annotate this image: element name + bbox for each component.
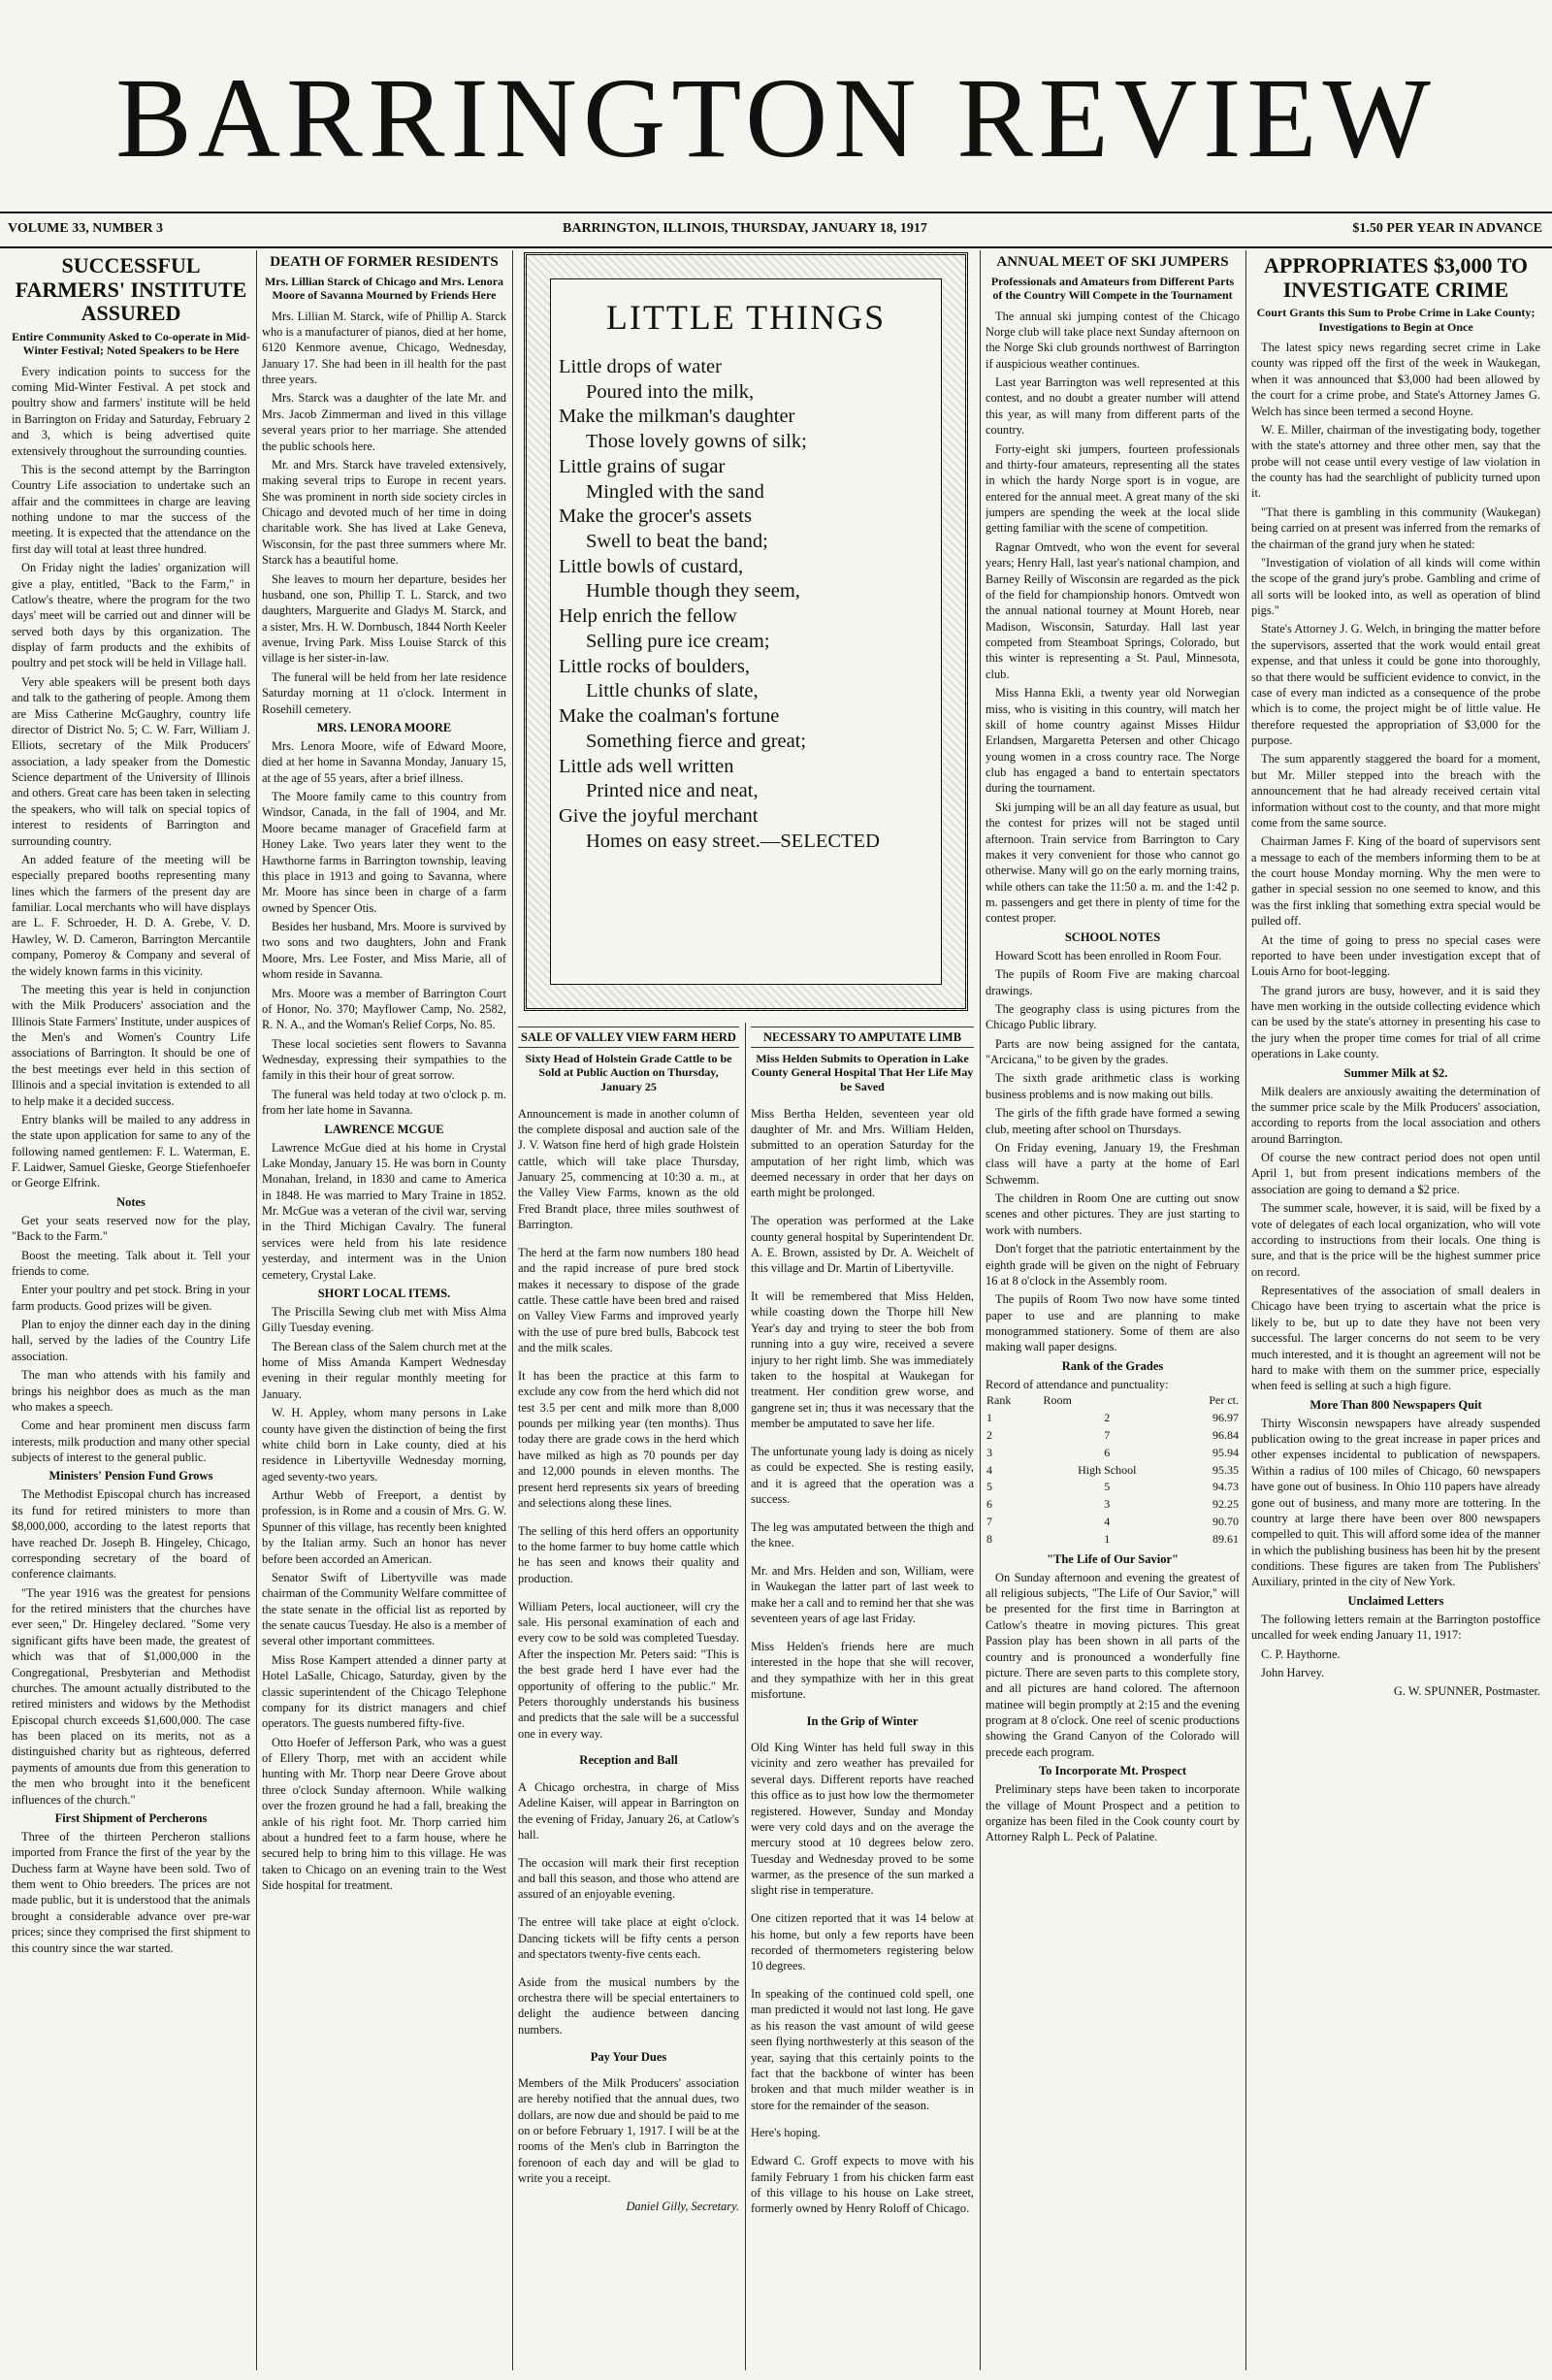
table-row bbox=[986, 1462, 1240, 1480]
paragraph: Milk dealers are anxiously awaiting the determination of the summer price scale by the Milk Producers' association, according to reports from the local association and others around Barrington. bbox=[1251, 1084, 1540, 1146]
dues-heading: Pay Your Dues bbox=[590, 2049, 667, 2064]
paragraph: Mr. and Mrs. Starck have traveled extensively, making several trips to Europe in recent years. She was prominent in north side society circles in Chicago and devoted much of her time in doing charitable work. She has lived at Lake Geneva, Wisconsin, for the past three summers where Mr. Starck has a beautiful home. bbox=[262, 457, 506, 568]
poem-line: Little chunks of slate, bbox=[586, 680, 759, 702]
pension-body bbox=[12, 1486, 250, 1808]
deaths-headline: DEATH OF FORMER RESIDENTS bbox=[270, 254, 499, 270]
rank-cell: 89.61 bbox=[1212, 1531, 1239, 1546]
winter-body bbox=[751, 1740, 974, 2217]
paragraph: The geography class is using pictures from the Chicago Public library. bbox=[986, 1001, 1240, 1032]
paragraph: Mr. and Mrs. Helden and son, William, were in Waukegan the latter part of last week to make her a call and to remind her that she was seventeen years of age last Friday. bbox=[751, 1563, 974, 1626]
ski-body bbox=[986, 309, 1240, 927]
farm-herd-headline: SALE OF VALLEY VIEW FARM HERD bbox=[518, 1027, 739, 1048]
paragraph: The Priscilla Sewing club met with Miss Alma Gilly Tuesday evening. bbox=[262, 1304, 506, 1335]
paragraph: Otto Hoefer of Jefferson Park, who was a guest of Ellery Thorp, met with an accident while hunting with Mr. Thorp near Deere Grove about three o'clock Sunday afternoon. While walking over the frozen ground he had a fall, breaking the ankle of his right foot. Mr. Thorp carried him about a hundred feet to a farm house, where he secured help to bring him to this village. He was taken to Chicago on an evening train to the West Side hospital for treatment. bbox=[262, 1735, 506, 1893]
rank-cell: 5 bbox=[986, 1480, 992, 1494]
poem-frame bbox=[524, 252, 968, 1011]
paragraph: Members of the Milk Producers' association are hereby notified that the annual dues, two dollars, are now due and should be paid to me on or before February 1, 1917. I will be at the rooms of the Men's club in Barrington the forenoon of each day and will be glad to write you a receipt. bbox=[518, 2075, 739, 2186]
paragraph: Mrs. Starck was a daughter of the late Mr. and Mrs. Jacob Zimmerman and lived in this village several years prior to her marriage. She attended the public schools here. bbox=[262, 391, 506, 453]
paragraph: The selling of this herd offers an opportunity to the home farmer to buy home cattle which he has seen and knows their quality and production. bbox=[518, 1523, 739, 1585]
paragraph: The funeral was held today at two o'clock p. m. from her late home in Savanna. bbox=[262, 1087, 506, 1118]
crime-body bbox=[1251, 340, 1540, 1062]
prospect-body bbox=[986, 1781, 1240, 1845]
rank-cell: 94.73 bbox=[1212, 1480, 1239, 1494]
pension-heading: Ministers' Pension Fund Grows bbox=[48, 1469, 213, 1483]
rank-cell: 6 bbox=[986, 1497, 992, 1512]
paragraph: Plan to enjoy the dinner each day in the dining hall, served by the ladies of the Country Life association. bbox=[12, 1318, 250, 1363]
rank-cell: 95.35 bbox=[1212, 1462, 1239, 1477]
table-row bbox=[986, 1496, 1240, 1514]
paragraph: Edward C. Groff expects to move with his family February 1 from his chicken farm east of this village to his house on Lake street, formerly owned by Henry Roloff of Chicago. bbox=[751, 2154, 974, 2216]
paragraph: Three of the thirteen Percheron stallions imported from France the first of the year by the Duchess farm at Wayne have been sold. Two of them went to Ohio breeders. The prices are not made public, but it is understood that the animals brought a considerable advance over pre-war prices; since they comprised the first shipment to this country since the war started. bbox=[12, 1829, 250, 1955]
ski-deck: Professionals and Amateurs from Different Parts of the Country Will Compete in the Tournament bbox=[990, 274, 1235, 303]
table-row bbox=[986, 1410, 1240, 1427]
paragraph: The herd at the farm now numbers 180 head and the rapid increase of pure bred stock makes it necessary to dispose of the grade cattle. These cattle have been bred and raised on Valley View Farms and improved yearly with the use of pure bred bulls, Babcock test and the milk scales. bbox=[518, 1245, 739, 1355]
rank-cell: 7 bbox=[1104, 1427, 1111, 1442]
crime-deck: Court Grants this Sum to Probe Crime in Lake County; Investigations to Begin at Once bbox=[1256, 306, 1536, 334]
column-1 bbox=[12, 250, 250, 2370]
paragraph: The meeting this year is held in conjunction with the Milk Producers' association and the Illinois State Farmers' Institute, under auspices of the Men's and Women's Country Life associations of Barrington. It should be one of the best meetings ever held in this section of Illinois and a special invitation is extended to all to help make it a decided success. bbox=[12, 982, 250, 1108]
poem bbox=[550, 278, 942, 985]
rank-cell: 90.70 bbox=[1212, 1515, 1239, 1528]
paragraph: The man who attends with his family and brings his neighbor does as much as the man who makes a speech. bbox=[12, 1368, 250, 1414]
paragraph: Miss Rose Kampert attended a dinner party at Hotel LaSalle, Chicago, Saturday, given by the classic superintendent of the Chicago Telephone company for its district managers and chief operators. The guests numbered fifty-five. bbox=[262, 1652, 506, 1731]
table-row bbox=[986, 1427, 1240, 1445]
paragraph: The latest spicy news regarding secret crime in Lake county was ripped off the first of the week in Waukegan, when it was announced that $3,000 had been allowed by the court for a crime probe, and State's Attorney James G. Welch has since been termed a second Hoyne. bbox=[1251, 341, 1540, 418]
rank-cell: 7 bbox=[986, 1515, 992, 1528]
poem-line: Little bowls of custard, bbox=[559, 555, 744, 577]
poem-line: Little rocks of boulders, bbox=[559, 655, 750, 677]
poem-line: Mingled with the sand bbox=[586, 480, 764, 503]
paragraph: John Harvey. bbox=[1261, 1665, 1325, 1679]
paragraph: Preliminary steps have been taken to incorporate the village of Mount Prospect and a petition to organize has been filed in the Cook county court by Attorney Ralph L. Peck of Palatine. bbox=[986, 1782, 1240, 1844]
dues-signature: Daniel Gilly, Secretary. bbox=[626, 2200, 739, 2213]
paragraph: The leg was amputated between the thigh and the knee. bbox=[751, 1519, 974, 1550]
paragraph: Here's hoping. bbox=[751, 2126, 821, 2140]
starck-obituary bbox=[262, 309, 506, 717]
rank-cell: 6 bbox=[1104, 1445, 1111, 1459]
poem-line: Homes on easy street.—SELECTED bbox=[586, 830, 880, 852]
paragraph: The entree will take place at eight o'clock. Dancing tickets will be fifty cents a person and spectators twenty-five cents each. bbox=[518, 1915, 739, 1961]
crime-headline: APPROPRIATES $3,000 TO INVESTIGATE CRIME bbox=[1264, 253, 1528, 302]
poem-line: Make the coalman's fortune bbox=[559, 705, 780, 728]
rank-cell: High School bbox=[1078, 1462, 1137, 1477]
school-heading: SCHOOL NOTES bbox=[1064, 929, 1161, 944]
rank-cell: 8 bbox=[986, 1531, 992, 1546]
amputate-headline: NECESSARY TO AMPUTATE LIMB bbox=[751, 1027, 974, 1048]
paragraph: Old King Winter has held full sway in this vicinity and zero weather has prevailed for several days. Different reports have reached this office as to just how low the thermometer registered. However, Sunday and Monday were very cold days and on the average the mercury stood at 10 degrees below zero. Tuesday and Wednesday proved to be some warmer, as the presence of the sun marked a slight rise in temperature. bbox=[751, 1741, 974, 1898]
paragraph: The grand jurors are busy, however, and it is said they have men working in the outside collecting evidence which can be used by the state's attorney in presenting his case to the jury when the proper time comes for trial of all crime operations in Lake county. bbox=[1251, 983, 1540, 1061]
paragraph: "That there is gambling in this community (Waukegan) being carried on at present was inferred from the remarks of the chairman of the grand jury when he stated: bbox=[1251, 505, 1540, 551]
paragraph: Senator Swift of Libertyville was made chairman of the Community Welfare committee of the state senate in the official list as reported by the senate caucus Tuesday. He also is a member of several other important committees. bbox=[262, 1570, 506, 1648]
poem-line: Swell to beat the band; bbox=[586, 531, 768, 553]
poem-lines bbox=[559, 355, 933, 854]
rank-column-header: Rank bbox=[986, 1393, 1012, 1408]
paragraph: The sixth grade arithmetic class is working business problems and is now making out bills. bbox=[986, 1071, 1240, 1101]
letters-heading: Unclaimed Letters bbox=[1347, 1593, 1444, 1608]
paragraph: Miss Bertha Helden, seventeen year old daughter of Mr. and Mrs. William Helden, submitted to an operation Saturday for the amputation of her right limb, which was deemed necessary in order that her days on earth might be prolonged. bbox=[751, 1106, 974, 1200]
masthead bbox=[0, 54, 1552, 181]
paragraph: Besides her husband, Mrs. Moore is survived by two sons and two daughters, John and Frank Moore, Mrs. Lee Foster, and Miss Marie, all of whom reside in Savanna. bbox=[262, 920, 506, 982]
paragraph: An added feature of the meeting will be especially prepared booths representing many lines which the farmers of the present day are familiar. Local merchants who will have displays are L. F. Schroeder, H. D. A. Grebe, V. D. Hawley, W. D. Cameron, Barrington Mercantile company, Pomeroy & Company and several of the widely known farms in this vicinity. bbox=[12, 852, 250, 978]
paragraph: She leaves to mourn her departure, besides her husband, one son, Phillip T. L. Starck, and two daughters, Marguerite and Gladys M. Starck, and a sister, Mrs. H. W. Dornbusch, 1844 North Keeler avenue, Irving Park. Miss Louise Starck of this village is her sister-in-law. bbox=[262, 571, 506, 666]
rank-cell: 4 bbox=[1104, 1515, 1111, 1528]
paragraph: Ski jumping will be an all day feature as usual, but the contest for prizes will not be staged until afternoon. Train service from Barrington to Cary makes it very convenient for those who cannot go otherwise. Many will go on the early morning trains, while others can take the 11:50 a. m. and the 1:42 p. m. passengers and get there in plenty of time for the contest proper. bbox=[986, 799, 1240, 926]
paragraph: Announcement is made in another column of the complete disposal and auction sale of the J. V. Watson fine herd of high grade Holstein cattle, which will take place Thursday, January 25, commencing at 10:30 a. m., at the Valley View Farms, known as the old Fred Brandt place, three miles southwest of Barrington. bbox=[518, 1106, 739, 1232]
paragraph: The pupils of Room Five are making charcoal drawings. bbox=[986, 967, 1240, 997]
paragraph: Mrs. Moore was a member of Barrington Court of Honor, No. 370; Mayflower Camp, No. 2582, R. N. A., and the Woman's Relief Corps, No. 85. bbox=[262, 986, 506, 1032]
column-2 bbox=[262, 250, 506, 2370]
moore-obituary bbox=[262, 738, 506, 1119]
mcgue-obituary bbox=[262, 1140, 506, 1283]
paragraph: Get your seats reserved now for the play, "Back to the Farm." bbox=[12, 1213, 250, 1244]
rank-heading: Rank of the Grades bbox=[1061, 1358, 1164, 1373]
poem-line: Little grains of sugar bbox=[559, 455, 726, 477]
paragraph: These local societies sent flowers to Savanna Wednesday, expressing their sympathies to the family in this their hour of great sorrow. bbox=[262, 1036, 506, 1083]
paragraph: Of course the new contract period does not open until April 1, but from present indications members of the association are going to demand a $2 price. bbox=[1251, 1151, 1540, 1196]
milk-heading: Summer Milk at $2. bbox=[1343, 1065, 1448, 1080]
paragraph: The summer scale, however, it is said, will be fixed by a vote of delegates of each local organization, who will vote according to instructions from their locals. One thing is sure, and that is the price will be the highest summer price on record. bbox=[1251, 1201, 1540, 1279]
rank-cell: 96.84 bbox=[1212, 1427, 1239, 1442]
poem-line: Printed nice and neat, bbox=[586, 780, 759, 802]
amputate-deck: Miss Helden Submits to Operation in Lake County General Hospital That Her Life May be Saved bbox=[751, 1052, 974, 1093]
farmers-institute-deck: Entire Community Asked to Co-operate in Mid-Winter Festival; Noted Speakers to be Here bbox=[12, 329, 250, 358]
paragraph: The funeral will be held from her late residence Saturday morning at 11 o'clock. Interment in Rosehill cemetery. bbox=[262, 669, 506, 716]
rank-cell: 5 bbox=[1104, 1480, 1111, 1494]
paragraph: Arthur Webb of Freeport, a dentist by profession, is in Rome and a cousin of Mrs. G. W. Spunner of this village, has recently been knighted by the Italian army. Such an honor has never before been accorded an American. bbox=[262, 1488, 506, 1566]
volume-number: VOLUME 33, NUMBER 3 bbox=[8, 221, 163, 236]
school-body bbox=[986, 948, 1240, 1355]
paragraph: Mrs. Lillian M. Starck, wife of Phillip A. Starck who is a manufacturer of pianos, died at her home, 6120 Kenmore avenue, Chicago, Wednesday, January 17. She had been in ill health for the past three years. bbox=[262, 309, 506, 387]
dues-body bbox=[518, 2075, 739, 2187]
letters-body bbox=[1251, 1612, 1540, 1681]
poem-line: Selling pure ice cream; bbox=[586, 630, 770, 652]
farmers-institute-body bbox=[12, 364, 250, 1191]
paragraph: The children in Room One are cutting out snow scenes and other pictures. They are just starting to work with numbers. bbox=[986, 1191, 1240, 1237]
rank-cell: 96.97 bbox=[1212, 1411, 1239, 1425]
farm-herd-deck: Sixty Head of Holstein Grade Cattle to be Sold at Public Auction on Thursday, January 25 bbox=[525, 1052, 732, 1093]
percheron-body bbox=[12, 1829, 250, 1956]
paragraph: At the time of going to press no special cases were reported to have been under investigation except that of Louis Arno for boot-legging. bbox=[1251, 932, 1540, 979]
paragraph: The following letters remain at the Barrington postoffice uncalled for week ending January 11, 1917: bbox=[1251, 1612, 1540, 1643]
poem-line: Make the milkman's daughter bbox=[559, 406, 795, 428]
paragraph: The Methodist Episcopal church has increased its fund for retired ministers to more than $8,000,000, according to the latest reports that have reached Dr. Joseph B. Hingeley, Chicago, corresponding secretary of the board of conference claimants. bbox=[12, 1487, 250, 1581]
poem-line: Little ads well written bbox=[559, 755, 734, 777]
savior-body bbox=[986, 1570, 1240, 1761]
mcgue-heading: LAWRENCE MCGUE bbox=[324, 1122, 444, 1136]
column-5 bbox=[986, 250, 1240, 2370]
paragraph: Mrs. Lenora Moore, wife of Edward Moore, died at her home in Savanna Monday, January 15, at the age of 55 years, after a brief illness. bbox=[262, 738, 506, 785]
paragraph: The occasion will mark their first reception and ball this season, and those who attend are assured of an enjoyable evening. bbox=[518, 1855, 739, 1902]
dateline bbox=[0, 212, 1552, 248]
papers-heading: More Than 800 Newspapers Quit bbox=[1310, 1397, 1482, 1412]
paragraph: A Chicago orchestra, in charge of Miss Adeline Kaiser, will appear in Barrington on the evening of Friday, January 26, at Catlow's hall. bbox=[518, 1779, 739, 1842]
percheron-heading: First Shipment of Percherons bbox=[54, 1810, 208, 1825]
paragraph: Howard Scott has been enrolled in Room Four. bbox=[995, 948, 1222, 962]
column-divider bbox=[512, 250, 513, 2370]
poem-line: Make the grocer's assets bbox=[559, 505, 752, 528]
paragraph: W. E. Miller, chairman of the investigating body, together with the state's attorney and three other men, say that the probe will not cease until every vestige of law violation in the county has had the searchlight of publicity turned upon it. bbox=[1251, 422, 1540, 501]
rank-intro: Record of attendance and punctuality: bbox=[986, 1377, 1169, 1391]
papers-body bbox=[1251, 1416, 1540, 1590]
poem-line: Little drops of water bbox=[559, 356, 722, 377]
paragraph: Every indication points to success for the coming Mid-Winter Festival. A pet stock and poultry show and farmers' institute will be held in Barrington on Friday and Saturday, February 2 and 3, which is being advertised quite extensively throughout the surrounding counties. bbox=[12, 364, 250, 458]
column-6 bbox=[1251, 250, 1540, 2370]
farm-herd-body bbox=[518, 1106, 739, 1742]
poem-line: Help enrich the fellow bbox=[559, 605, 737, 628]
moore-heading: MRS. LENORA MOORE bbox=[316, 720, 452, 734]
paragraph: This is the second attempt by the Barrington Country Life association to undertake such an affair and the committees in charge are leaving nothing undone to mar the success of the meeting. It is expected that the attendance on the first day will total at least three hundred. bbox=[12, 462, 250, 556]
poem-line: Those lovely gowns of silk; bbox=[586, 431, 807, 453]
page-columns bbox=[12, 250, 1542, 2370]
paragraph: Very able speakers will be present both days and talk to the gathering of people. Among them are Miss Catherine McGaughry, country life director of District No. 5; C. W. Farr, William J. Elliots, secretary of the Milk Producers' association, a lady speaker from the Domestic Science department of the University of Illinois and others. Great care has been taken in selecting the speakers, who will talk on special topics of interest to residents of Barrington and surrounding country. bbox=[12, 674, 250, 848]
paragraph: Boost the meeting. Talk about it. Tell your friends to come. bbox=[12, 1248, 250, 1278]
paragraph: "The year 1916 was the greatest for pensions for the retired ministers that the churches have ever seen," Dr. Hingeley declared. "Some very significant gifts have been made, the greatest of which was that of $1,000,000 in the Congregational, Presbyterian and Methodist churches. The amount actually distributed to the retired ministers and widows by the Methodist Episcopal church exceeds $1,600,000. The case has been placed on its merits, not as a distinguished charity but as righteous, deferred payments of amounts due from this generation to the men who brought into it the beneficent influences of the church." bbox=[12, 1585, 250, 1807]
poem-line: Give the joyful merchant bbox=[559, 804, 759, 827]
rank-table bbox=[986, 1392, 1240, 1548]
paragraph: The operation was performed at the Lake county general hospital by Superintendent Dr. A. E. Brown, assisted by Dr. A. Weichelt of this village and Dr. Martin of Libertyville. bbox=[751, 1214, 974, 1276]
table-row bbox=[986, 1445, 1240, 1462]
rank-cell: 92.25 bbox=[1212, 1497, 1239, 1512]
paragraph: The girls of the fifth grade have formed a sewing club, meeting after school on Thursdays. bbox=[986, 1106, 1240, 1136]
deaths-deck: Mrs. Lillian Starck of Chicago and Mrs. Lenora Moore of Savanna Mourned by Friends Here bbox=[264, 274, 504, 303]
paragraph: Last year Barrington was well represented at this contest, and no doubt a greater number will attend this year, as will many from different parts of the country. bbox=[986, 375, 1240, 438]
paragraph: "Investigation of violation of all kinds will come within the scope of the grand jury's probe. Gambling and crime of all sorts will be looked into, as well as operation of blind pigs." bbox=[1251, 555, 1540, 618]
paragraph: William Peters, local auctioneer, will cry the sale. His personal examination of each and every cow to be sold was completed Tuesday. After the inspection Mr. Peters said: "This is the best grade herd I have ever had the opportunity of offering to the public." Mr. Peters thoroughly understands his business and predicts that the sale will be a successful one in every way. bbox=[518, 1599, 739, 1741]
column-divider bbox=[745, 1023, 746, 2370]
table-row bbox=[986, 1514, 1240, 1531]
paragraph: Lawrence McGue died at his home in Crystal Lake Monday, January 15. He was born in County Monahan, Ireland, in 1830 and came to America in 1848. He was married to Mary Traine in 1852. Mr. McGue was a veteran of the civil war, serving in the Third Michigan Cavalry. The funeral services were held from his late residence yesterday, and interment was in the Union cemetery, Crystal Lake. bbox=[262, 1140, 506, 1282]
paragraph: Miss Helden's friends here are much interested in the hope that she will recover, and they sympathize with her in this great misfortune. bbox=[751, 1639, 974, 1701]
paragraph: Aside from the musical numbers by the orchestra there will be special entertainers to delight the audience between dancing numbers. bbox=[518, 1974, 739, 2037]
paragraph: The annual ski jumping contest of the Chicago Norge club will take place next Sunday afternoon on the Norge Ski club grounds northwest of Barrington if auspicious weather continues. bbox=[986, 309, 1240, 371]
paragraph: Representatives of the association of small dealers in Chicago have been trying to ascertain what the price is likely to be, but up to date they have not been very successful. The larger concerns do not seem to be very much interested, and it is thought an agreement will not be hard to make with them on the summer price, especially when feed is selling at such a high figure. bbox=[1251, 1284, 1540, 1393]
short-items-heading: SHORT LOCAL ITEMS. bbox=[317, 1286, 451, 1300]
paragraph: Forty-eight ski jumpers, fourteen professionals and thirty-four amateurs, representing all the states in which the hardy Norge sport is in vogue, are entered for the annual meet. A great many of the ski jumpers are spending the week at the local slide getting familiar with the scene of competition. bbox=[986, 441, 1240, 536]
savior-heading: "The Life of Our Savior" bbox=[1047, 1551, 1179, 1566]
amputate-body bbox=[751, 1106, 974, 1703]
rank-cell: 4 bbox=[986, 1462, 992, 1477]
column-3 bbox=[518, 1023, 739, 2370]
paragraph: On Friday evening, January 19, the Freshman class will have a party at the home of Earl Schwemm. bbox=[986, 1140, 1240, 1187]
paragraph: The pupils of Room Two now have some tinted paper to use and are planning to make monogrammed stationery. Some of them are also making wall paper designs. bbox=[986, 1292, 1240, 1354]
poem-line: Poured into the milk, bbox=[586, 380, 755, 403]
paragraph: One citizen reported that it was 14 below at his home, but only a few reports have been recorded of thermometers registering below 10 degrees. bbox=[751, 1911, 974, 1973]
rank-cell: 1 bbox=[986, 1411, 992, 1425]
table-row bbox=[986, 1479, 1240, 1496]
rank-cell: 1 bbox=[1104, 1531, 1111, 1546]
paragraph: The sum apparently staggered the board for a moment, but Mr. Miller stepped into the breach with the announcement that he had already received certain vital information without cost to the county, and that more might come from the same source. bbox=[1251, 752, 1540, 830]
paragraph: In speaking of the continued cold spell, one man predicted it would not last long. He gave as his reason the vast amount of wild geese seen flying northwesterly at this season of the year, saying that this certainly points to the fact that the backbone of winter has been broken and that much milder weather is in store for the remainder of the season. bbox=[751, 1987, 974, 2112]
farmers-institute-headline: SUCCESSFUL FARMERS' INSTITUTE ASSURED bbox=[15, 253, 247, 326]
paragraph: It will be remembered that Miss Helden, while coasting down the Thorpe hill New Year's day and trying to steer the bob from running into a guy wire, received a severe injury to her right limb. She was immediately taken to the hospital at Waukegan for treatment. Her condition grew worse, and gangrene set in; thus it was necessary that the member be amputated to save her life. bbox=[751, 1289, 974, 1431]
rank-cell: 95.94 bbox=[1212, 1445, 1239, 1459]
column-4 bbox=[751, 1023, 974, 2370]
paragraph: The Moore family came to this country from Windsor, Canada, in the fall of 1904, and Mr. Moore became manager of Gracefield farm at Honey Lake. Two years later they went to the Hawthorne farms in Barrington township, leaving this place in 1913 and going to Savanna, where Mr. Moore has since been in charge of a farm owned by Spencer Otis. bbox=[262, 790, 506, 915]
paragraph: The unfortunate young lady is doing as nicely as could be expected. She is resting easily, and it is agreed that the operation was a success. bbox=[751, 1444, 974, 1506]
rank-cell: 3 bbox=[1104, 1497, 1111, 1512]
rank-cell: 3 bbox=[986, 1445, 992, 1459]
place-date: BARRINGTON, ILLINOIS, THURSDAY, JANUARY 18, 1917 bbox=[563, 221, 927, 236]
paragraph: On Sunday afternoon and evening the greatest of all religious subjects, "The Life of Our Savior," will be presented for the first time in Barrington at Catlow's theatre in moving pictures. This great Passion play has been shown in all parts of the country and is pronounced a wonderfully fine picture. There are seven parts to this complete story, and all pictures are hand colored. The afternoon matinee will begin promptly at 2:15 and the evening program at 8 o'clock. One reel of scenic productions showing the Grand Canyon of the Colorado will precede each program. bbox=[986, 1570, 1240, 1759]
paragraph: Entry blanks will be mailed to any address in the state upon application for same to any of the following named gentlemen: F. L. Waterman, E. F. Laidwer, Samuel Gieske, George Stiefenhoefer or George Elfrink. bbox=[12, 1112, 250, 1190]
reception-heading: Reception and Ball bbox=[579, 1753, 678, 1768]
column-divider bbox=[980, 250, 981, 2370]
notes-heading: Notes bbox=[116, 1194, 146, 1209]
ski-headline: ANNUAL MEET OF SKI JUMPERS bbox=[996, 254, 1229, 270]
rank-cell: 2 bbox=[1104, 1411, 1111, 1425]
poem-line: Humble though they seem, bbox=[586, 580, 800, 603]
rank-cell: 2 bbox=[986, 1427, 992, 1442]
paragraph: Don't forget that the patriotic entertainment by the eighth grade will be given on the night of February 16 at 8 o'clock in the Assembly room. bbox=[986, 1242, 1240, 1288]
paragraph: Thirty Wisconsin newspapers have already suspended publication owing to the great increase in paper prices and other expenses incidental to publication of newspapers. Within a radius of 100 miles of Chicago, 60 newspapers have gone out of business. In Ohio 110 papers have already gone out of business, and many more are tottering. In the country at large there have been over 800 newspapers compelled to quit. This will afford some idea of the manner in which the publishing business has been hit by the present conditions. These figures are taken from The Publishers' Auxiliary, printed in the city of New York. bbox=[1251, 1416, 1540, 1589]
rank-column-header: Room bbox=[1043, 1393, 1072, 1408]
column-divider bbox=[1245, 250, 1246, 2370]
poem-title: LITTLE THINGS bbox=[605, 298, 887, 337]
paragraph: W. H. Appley, whom many persons in Lake county have given the distinction of being the first white child born in Lake county, died at his residence in Libertyville Wednesday morning, aged seventy-two years. bbox=[262, 1406, 506, 1483]
paragraph: Enter your poultry and pet stock. Bring in your farm products. Good prizes will be given. bbox=[12, 1283, 250, 1313]
letters-signature: G. W. SPUNNER, Postmaster. bbox=[1393, 1684, 1540, 1699]
center-block bbox=[518, 250, 974, 2370]
paragraph: C. P. Haythorne. bbox=[1261, 1646, 1341, 1661]
newspaper-title: BARRINGTON REVIEW bbox=[115, 54, 1437, 181]
paragraph: On Friday night the ladies' organization will give a play, entitled, "Back to the Farm," in Catlow's theatre, where the program for the two days' meet will be carried out and dinner will be served both days by this organization. The display of farm products and the exhibits of poultry and pet stock will be held in Village hall. bbox=[12, 561, 250, 670]
table-row bbox=[986, 1531, 1240, 1549]
paragraph: Miss Hanna Ekli, a twenty year old Norwegian miss, who is visiting in this country, will match her skill of home country against Misses Hildur Erlandsen, Margaretta Petersen and other Chicago young women in a cross country race. The Norge club has engaged a band to entertain spectators during the tournament. bbox=[986, 686, 1240, 796]
milk-body bbox=[1251, 1084, 1540, 1394]
paragraph: Chairman James F. King of the board of supervisors sent a message to each of the members informing them to be at the court house Monday morning. Why the men were to gather in special session no one seemed to know, and this was the first inkling that something extra special would be pulled off. bbox=[1251, 834, 1540, 929]
paragraph: The Berean class of the Salem church met at the home of Miss Amanda Kampert Wednesday evening in their regular monthly meeting for January. bbox=[262, 1339, 506, 1401]
paragraph: Come and hear prominent men discuss farm interests, milk production and many other special subjects of interest to the general public. bbox=[12, 1418, 250, 1465]
paragraph: Ragnar Omtvedt, who won the event for several years; Henry Hall, last year's national champion, and Barney Reilly of Wisconsin are regarded as the pick of the field for championship honors. Omtvedt won the annual national tourney at Mount Horeb, near Madison, Wisconsin, Saturday. Hall last year competed from Steamboat Springs, Colorado, but this winter is representing a St. Paul, Minnesota, club. bbox=[986, 539, 1240, 681]
paragraph: State's Attorney J. G. Welch, in bringing the matter before the supervisors, asserted that the work would entail great expense, and that unless it could be gone into thoroughly, so that there would be sufficient evidence to convict, in the case of every man indicted as a consequence of the probe which is to come, the project might be of little value. He therefore requested the appropriation of $3,000 for the purpose. bbox=[1251, 622, 1540, 748]
paragraph: It has been the practice at this farm to exclude any cow from the herd which did not test 3.5 per cent and milk more than 8,000 pounds per milking year (ten months). Thus today there are grade cows in the herd which have milked as high as 70 pounds per day and 12,000 pounds in eleven months. The present herd represents six years of breeding and selections along these lines. bbox=[518, 1368, 739, 1510]
prospect-heading: To Incorporate Mt. Prospect bbox=[1038, 1764, 1187, 1778]
rank-column-header: Per ct. bbox=[1209, 1393, 1239, 1408]
reception-body bbox=[518, 1779, 739, 2038]
winter-heading: In the Grip of Winter bbox=[806, 1713, 919, 1728]
notes-body bbox=[12, 1213, 250, 1466]
subscription-price: $1.50 PER YEAR IN ADVANCE bbox=[1352, 221, 1542, 236]
paragraph: Parts are now being assigned for the cantata, "Arcicana," to be given by the grades. bbox=[986, 1036, 1240, 1067]
column-divider bbox=[256, 250, 257, 2370]
short-items-body bbox=[262, 1304, 506, 1894]
poem-line: Something fierce and great; bbox=[586, 730, 807, 752]
